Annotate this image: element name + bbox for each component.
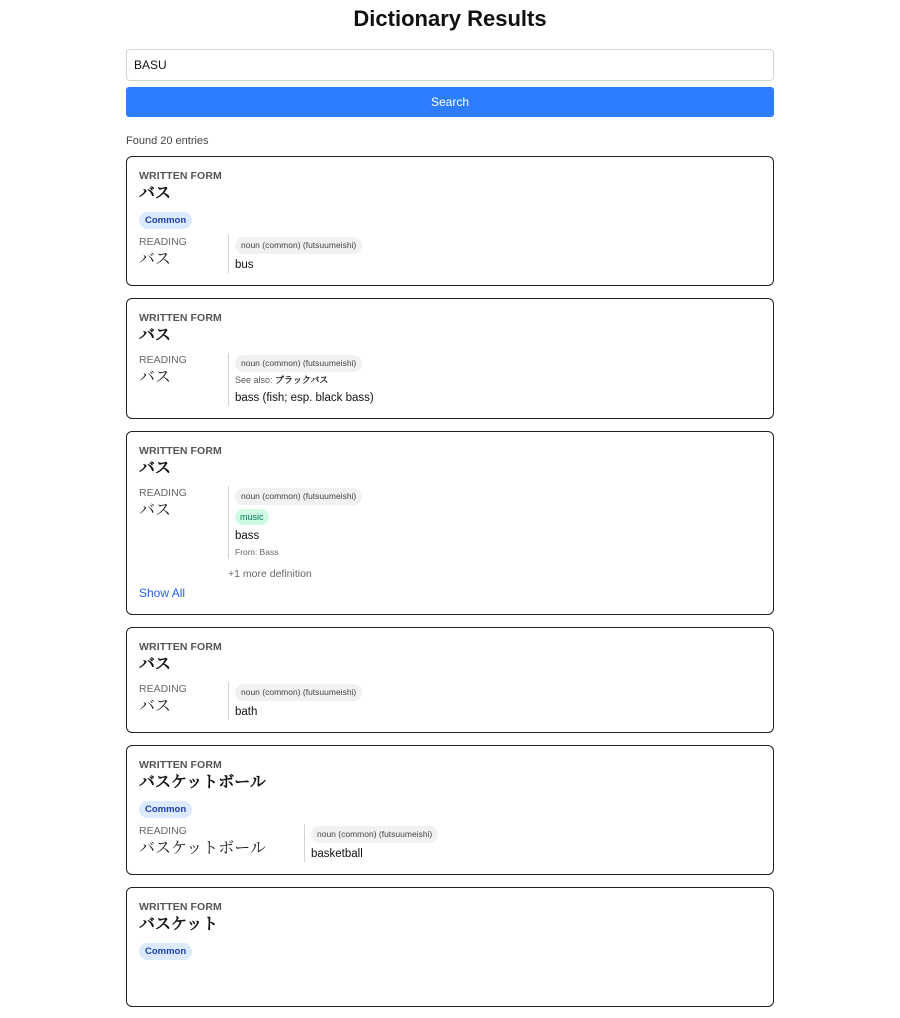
part-of-speech-tag: noun (common) (futsuumeishi): [235, 684, 362, 701]
written-form: バス: [139, 185, 172, 202]
entry-card: [126, 887, 774, 1007]
written-form-label: WRITTEN FORM: [139, 901, 222, 913]
reading-row: [139, 353, 761, 406]
reading: バス: [139, 369, 172, 386]
entry-card: [126, 627, 774, 733]
written-form: バスケットボール: [139, 774, 266, 791]
part-of-speech-tag: noun (common) (futsuumeishi): [235, 355, 362, 372]
page-title: Dictionary Results: [353, 6, 547, 31]
source-language: From: Bass: [235, 547, 279, 557]
part-of-speech-tag: noun (common) (futsuumeishi): [235, 237, 362, 254]
common-badge: Common: [139, 212, 192, 229]
more-definitions: +1 more definition: [228, 568, 312, 580]
results-count: Found 20 entries: [126, 135, 209, 147]
reading-row: [139, 235, 761, 273]
reading-column: [139, 824, 304, 862]
written-form: バス: [139, 460, 172, 477]
reading-column: [139, 235, 228, 273]
search-button[interactable]: Search: [126, 87, 774, 117]
reading-column: [139, 353, 228, 406]
gloss: bass: [235, 530, 260, 542]
written-form-label: WRITTEN FORM: [139, 170, 222, 182]
results-list: [126, 156, 774, 1007]
reading: バス: [139, 698, 172, 715]
see-also-link[interactable]: ブラックバス: [275, 375, 329, 385]
reading-label: READING: [139, 683, 187, 695]
field-tag: music: [235, 509, 269, 525]
written-form-label: WRITTEN FORM: [139, 759, 222, 771]
reading-label: READING: [139, 236, 187, 248]
gloss: basketball: [311, 848, 363, 860]
reading-label: READING: [139, 354, 187, 366]
senses: [228, 353, 374, 406]
senses: [228, 235, 362, 273]
common-badge: Common: [139, 943, 192, 960]
reading: バス: [139, 251, 172, 268]
see-also-label: See also:: [235, 375, 273, 385]
entry-card: [126, 745, 774, 875]
reading-label: READING: [139, 825, 187, 837]
reading-column: [139, 486, 228, 559]
reading-label: READING: [139, 487, 187, 499]
written-form-label: WRITTEN FORM: [139, 312, 222, 324]
gloss: bus: [235, 259, 254, 271]
reading-column: [139, 682, 228, 720]
reading: バス: [139, 502, 172, 519]
entry-card: [126, 431, 774, 615]
senses: [228, 486, 362, 559]
show-all-link[interactable]: Show All: [139, 586, 186, 600]
reading-row: [139, 682, 761, 720]
written-form: バスケット: [139, 916, 219, 933]
common-badge: Common: [139, 801, 192, 818]
written-form-label: WRITTEN FORM: [139, 641, 222, 653]
written-form-label: WRITTEN FORM: [139, 445, 222, 457]
reading: バスケットボール: [139, 840, 266, 857]
search-input[interactable]: [126, 49, 774, 81]
part-of-speech-tag: noun (common) (futsuumeishi): [311, 826, 438, 843]
entry-card: [126, 298, 774, 419]
search-form: [126, 49, 774, 117]
senses: [304, 824, 438, 862]
see-also: [235, 373, 374, 387]
gloss: bass (fish; esp. black bass): [235, 392, 374, 404]
reading-row: [139, 486, 761, 559]
senses: [228, 682, 362, 720]
reading-row: [139, 824, 761, 862]
entry-card: [126, 156, 774, 286]
written-form: バス: [139, 656, 172, 673]
part-of-speech-tag: noun (common) (futsuumeishi): [235, 488, 362, 505]
gloss: bath: [235, 706, 258, 718]
written-form: バス: [139, 327, 172, 344]
